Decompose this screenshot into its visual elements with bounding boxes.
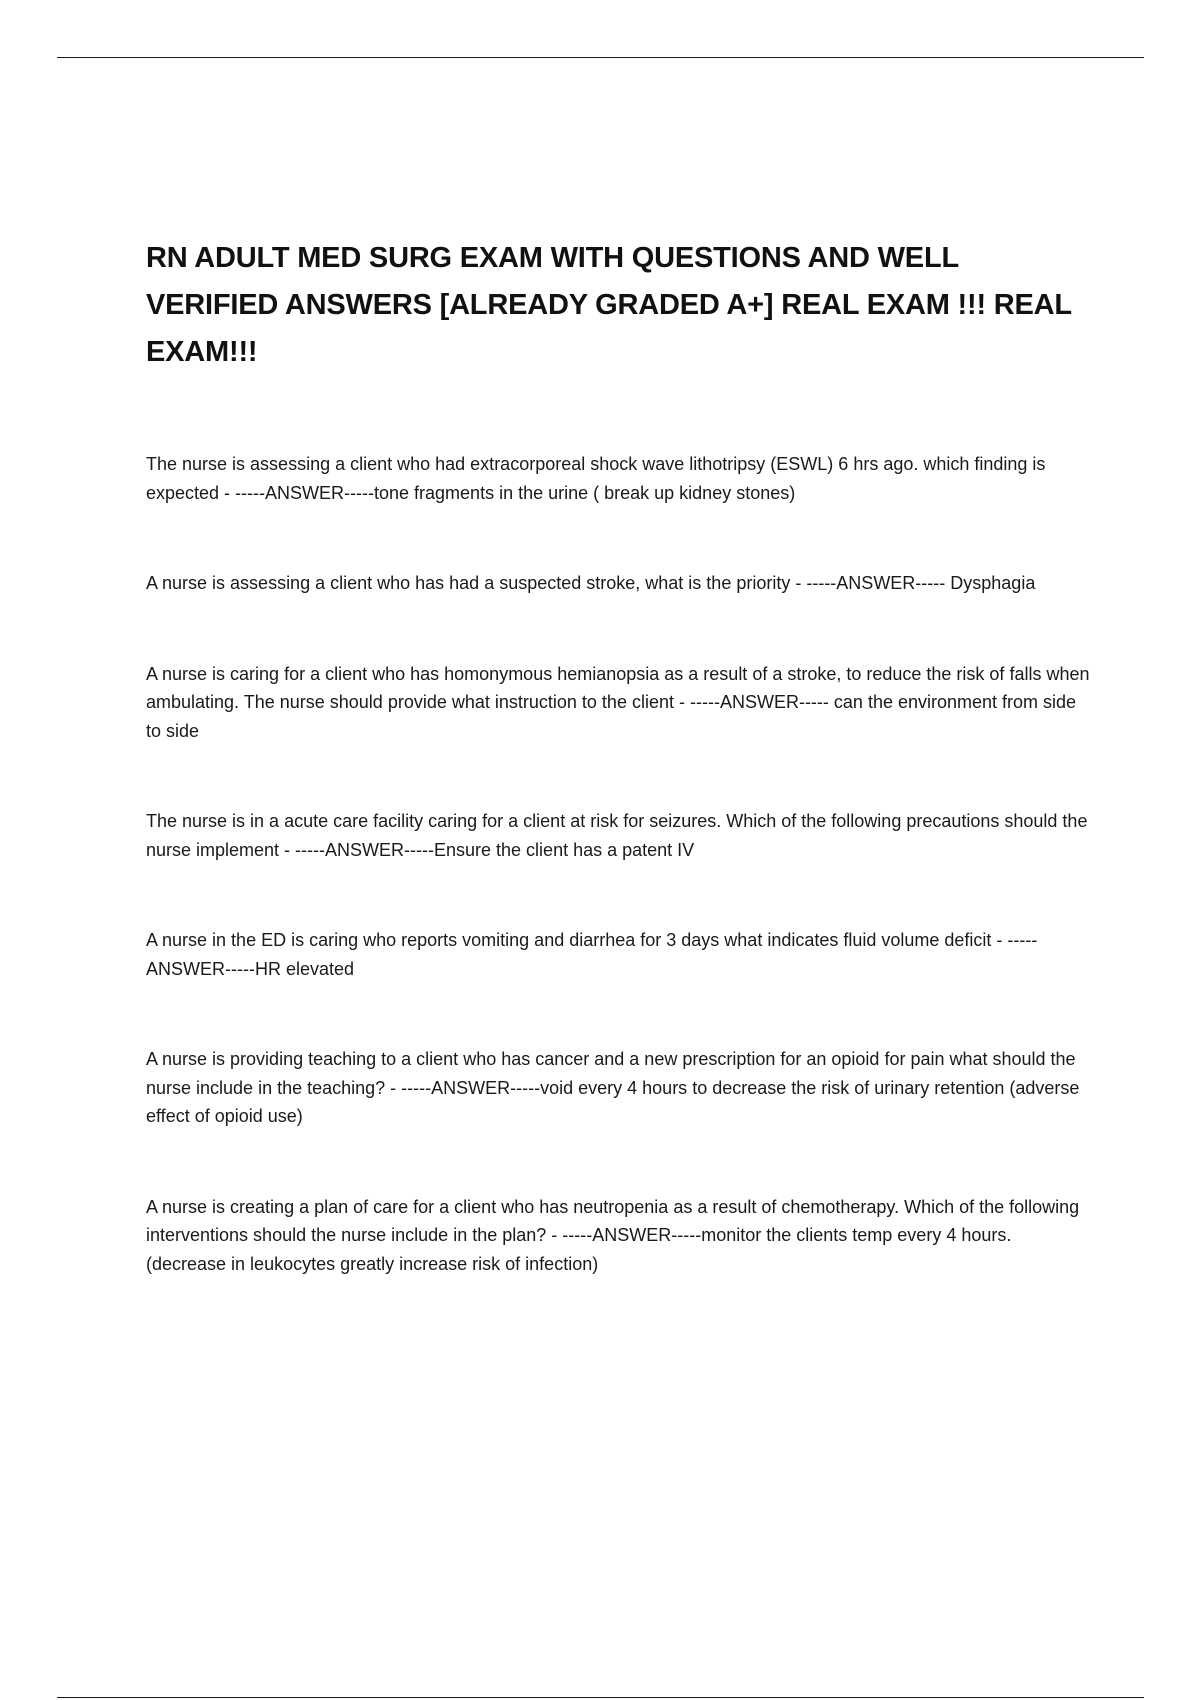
qa-item: A nurse is creating a plan of care for a client who has neutropenia as a result of chemotherapy. Which of the following interventions should the nurse include in the plan? - -----ANSWER-----monitor the clients temp every 4 hours. (decrease in leukocytes greatly increase risk of infection): [146, 1196, 1080, 1274]
qa-item: A nurse is assessing a client who has had a suspected stroke, what is the priority - -----ANSWER----- Dysphagia: [146, 573, 1036, 593]
qa-item: The nurse is assessing a client who had extracorporeal shock wave lithotripsy (ESWL) 6 hrs ago. which finding is expected - -----ANSWER-----tone fragments in the urine ( break up kidney stones): [146, 454, 1046, 503]
footer-rule: [57, 1697, 1144, 1698]
qa-item: The nurse is in a acute care facility caring for a client at risk for seizures. Which of the following precautions should the nurse implement - -----ANSWER-----Ensure the client has a patent IV: [146, 811, 1088, 860]
page-body: [146, 235, 1096, 1340]
qa-item: A nurse in the ED is caring who reports vomiting and diarrhea for 3 days what indicates fluid volume deficit - -----ANSWER-----HR elevated: [146, 930, 1038, 979]
document-title: RN ADULT MED SURG EXAM WITH QUESTIONS AND WELL VERIFIED ANSWERS [ALREADY GRADED A+] REAL EXAM !!! REAL EXAM!!!: [146, 242, 1072, 368]
qa-item: A nurse is caring for a client who has homonymous hemianopsia as a result of a stroke, to reduce the risk of falls when ambulating. The nurse should provide what instruction to the client - -----ANSWER----- can the environment from side to side: [146, 663, 1090, 741]
qa-item: A nurse is providing teaching to a client who has cancer and a new prescription for an opioid for pain what should the nurse include in the teaching? - -----ANSWER-----void every 4 hours to decrease the risk of urinary retention (adverse effect of opioid use): [146, 1049, 1080, 1126]
header-rule: [57, 57, 1144, 58]
qa-list: [146, 450, 1096, 1278]
